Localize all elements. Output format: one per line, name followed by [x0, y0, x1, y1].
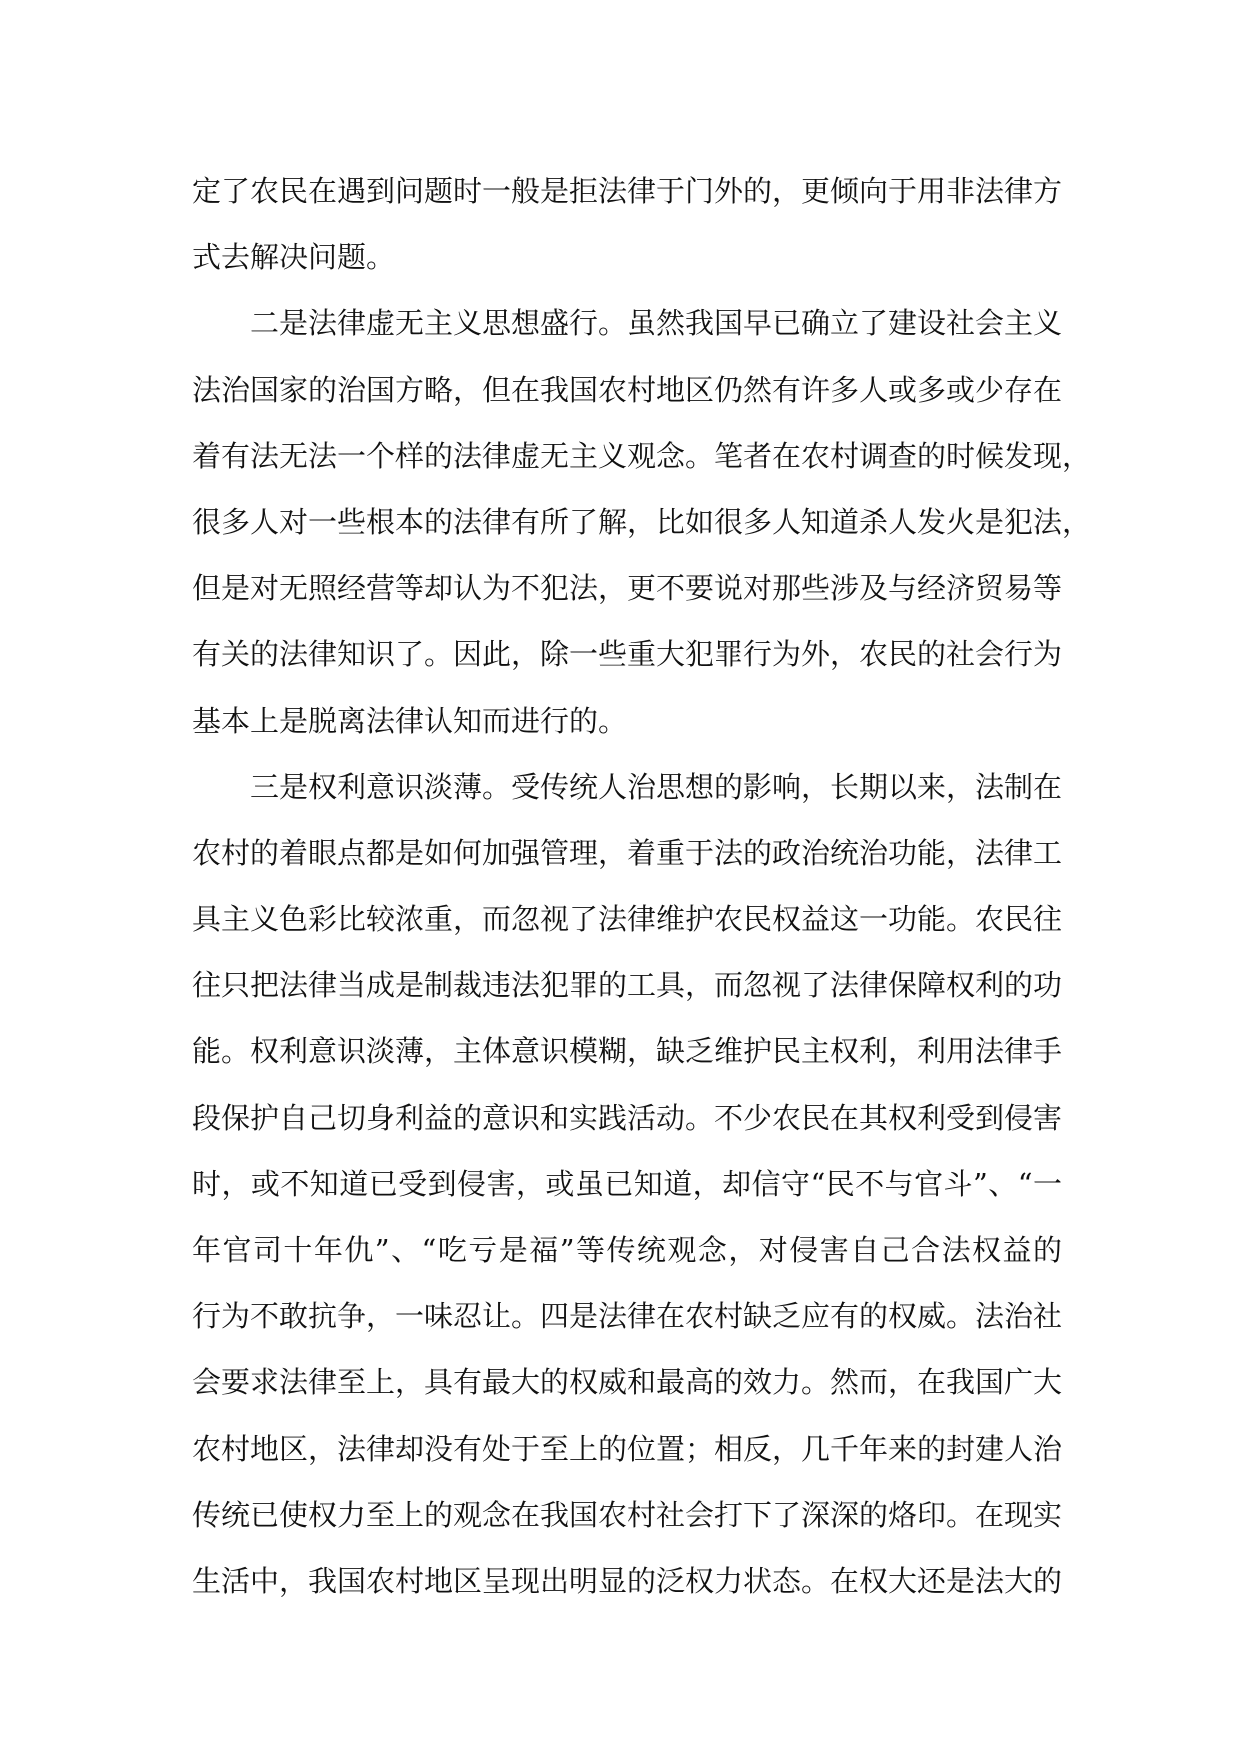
body-text	[192, 158, 1092, 1614]
text-line: 年官司十年仇”、“吃亏是福”等传统观念，对侵害自己合法权益的	[192, 1233, 1062, 1267]
text-line: 具主义色彩比较浓重，而忽视了法律维护农民权益这一功能。农民往	[192, 902, 1063, 937]
text-line: 时，或不知道已受到侵害，或虽已知道，却信守“民不与官斗”、“一	[192, 1166, 1062, 1201]
text-line: 有关的法律知识了。因此，除一些重大犯罪行为外，农民的社会行为	[192, 637, 1063, 672]
text-line: 着有法无法一个样的法律虚无主义观念。笔者在农村调查的时候发现，	[192, 438, 1092, 473]
text-line: 往只把法律当成是制裁违法犯罪的工具，而忽视了法律保障权利的功	[192, 968, 1063, 1003]
text-line: 法治国家的治国方略，但在我国农村地区仍然有许多人或多或少存在	[192, 372, 1063, 407]
text-line: 二是法律虚无主义思想盛行。虽然我国早已确立了建设社会主义	[250, 306, 1063, 341]
text-line: 定了农民在遇到问题时一般是拒法律于门外的，更倾向于用非法律方	[192, 174, 1063, 208]
text-line: 能。权利意识淡薄，主体意识模糊，缺乏维护民主权利，利用法律手	[192, 1034, 1063, 1069]
text-line: 很多人对一些根本的法律有所了解，比如很多人知道杀人发火是犯法，	[192, 504, 1092, 539]
text-line: 行为不敢抗争，一味忍让。四是法律在农村缺乏应有的权威。法治社	[192, 1299, 1063, 1334]
text-line: 基本上是脱离法律认知而进行的。	[192, 703, 628, 738]
text-line: 传统已使权力至上的观念在我国农村社会打下了深深的烙印。在现实	[192, 1497, 1063, 1532]
text-line: 会要求法律至上，具有最大的权威和最高的效力。然而，在我国广大	[192, 1365, 1063, 1400]
text-line: 生活中，我国农村地区呈现出明显的泛权力状态。在权大还是法大的	[192, 1563, 1063, 1598]
text-line: 但是对无照经营等却认为不犯法，更不要说对那些涉及与经济贸易等	[192, 571, 1063, 606]
text-line: 段保护自己切身利益的意识和实践活动。不少农民在其权利受到侵害	[192, 1100, 1063, 1135]
text-line: 式去解决问题。	[192, 240, 396, 275]
text-line: 三是权利意识淡薄。受传统人治思想的影响，长期以来，法制在	[250, 769, 1063, 804]
text-line: 农村地区，法律却没有处于至上的位置；相反，几千年来的封建人治	[192, 1431, 1063, 1466]
text-line: 农村的着眼点都是如何加强管理，着重于法的政治统治功能，法律工	[192, 835, 1063, 870]
